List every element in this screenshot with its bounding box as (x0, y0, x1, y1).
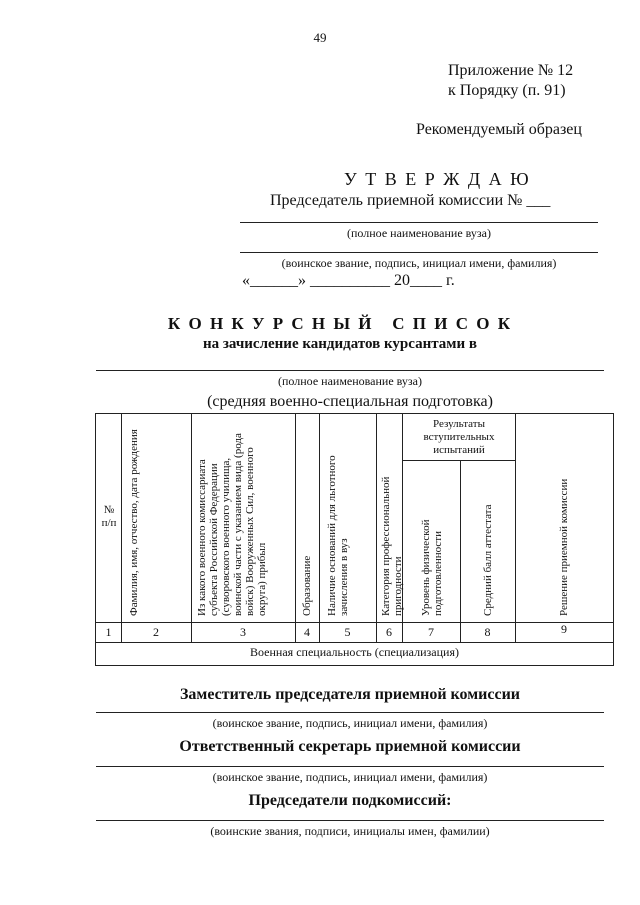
deputy-title: Заместитель председателя приемной комиссии (179, 686, 520, 703)
deputy-line (96, 712, 604, 713)
header-decision: Решение приемной комиссии (558, 478, 570, 616)
col-number: 7 (428, 625, 434, 639)
approve-title: У Т В Е Р Ж Д А Ю (344, 169, 531, 189)
col-number: 6 (386, 625, 392, 639)
subcommittees-line (96, 820, 604, 821)
header-avg-score: Средний балл аттестата (482, 504, 494, 616)
approve-signature-note: (воинское звание, подпись, инициал имени, фамилия) (281, 256, 557, 270)
col-border (376, 414, 377, 642)
header-name: Фамилия, имя, отчество, дата рождения (128, 429, 140, 616)
list-title: К О Н К У Р С Н Ы Й С П И С О К (167, 314, 513, 333)
header-num: № п/п (101, 504, 117, 529)
header-privilege: Наличие оснований для льготного зачисления в вуз (326, 455, 350, 616)
col-border (191, 414, 192, 642)
list-university-note: (полное наименование вуза) (278, 374, 422, 388)
header-origin: Из какого военного комиссариата субъекта Российской Федерации (суворовского военного училища, воинской части с указанием вида (рода войск) Вооруженных Сил, военного округа) прибыл (196, 433, 268, 616)
list-subtitle: на зачисление кандидатов курсантами в (203, 336, 477, 352)
subcommittees-note: (воинские звания, подписи, инициалы имен, фамилии) (210, 824, 490, 838)
deputy-note: (воинское звание, подпись, инициал имени, фамилия) (212, 716, 488, 730)
col-number: 3 (240, 625, 246, 639)
competition-table (95, 413, 614, 666)
page-number: 49 (313, 30, 327, 45)
specialty-row: Военная специальность (специализация) (250, 645, 459, 659)
header-category: Категория профессиональной пригодности (380, 476, 404, 616)
col-number: 8 (484, 625, 491, 639)
col-border (515, 414, 516, 642)
col-number: 2 (153, 625, 159, 639)
col-number: 9 (561, 622, 567, 636)
col-number: 1 (105, 625, 112, 639)
subcommittees-title: Председатели подкомиссий: (248, 792, 452, 809)
secretary-note: (воинское звание, подпись, инициал имени, фамилия) (212, 770, 488, 784)
approve-chairman: Председатель приемной комиссии № ___ (270, 192, 551, 209)
header-results: Результаты вступительных испытаний (423, 418, 495, 456)
approve-date-line: «______» __________ 20____ г. (242, 272, 455, 289)
education-level: (средняя военно-специальная подготовка) (207, 393, 493, 410)
recommended-sample: Рекомендуемый образец (416, 121, 582, 138)
col-border (121, 414, 122, 642)
approve-signature-line (240, 252, 598, 253)
secretary-title: Ответственный секретарь приемной комиссии (179, 738, 521, 755)
col-number: 4 (304, 625, 310, 639)
header-education: Образование (301, 555, 313, 616)
col-border (295, 414, 296, 642)
col-border (460, 460, 461, 642)
col-number: 5 (344, 625, 351, 639)
appendix-line-1: Приложение № 12 (448, 62, 574, 79)
approve-university-note: (полное наименование вуза) (347, 226, 491, 240)
col-border (319, 414, 320, 642)
approve-university-line (240, 222, 598, 223)
secretary-line (96, 766, 604, 767)
results-divider (402, 460, 515, 461)
header-physical: Уровень физической подготовленности (420, 519, 444, 616)
appendix-line-2: к Порядку (п. 91) (448, 82, 566, 99)
list-university-line (96, 370, 604, 371)
specialty-row-top (96, 642, 613, 643)
